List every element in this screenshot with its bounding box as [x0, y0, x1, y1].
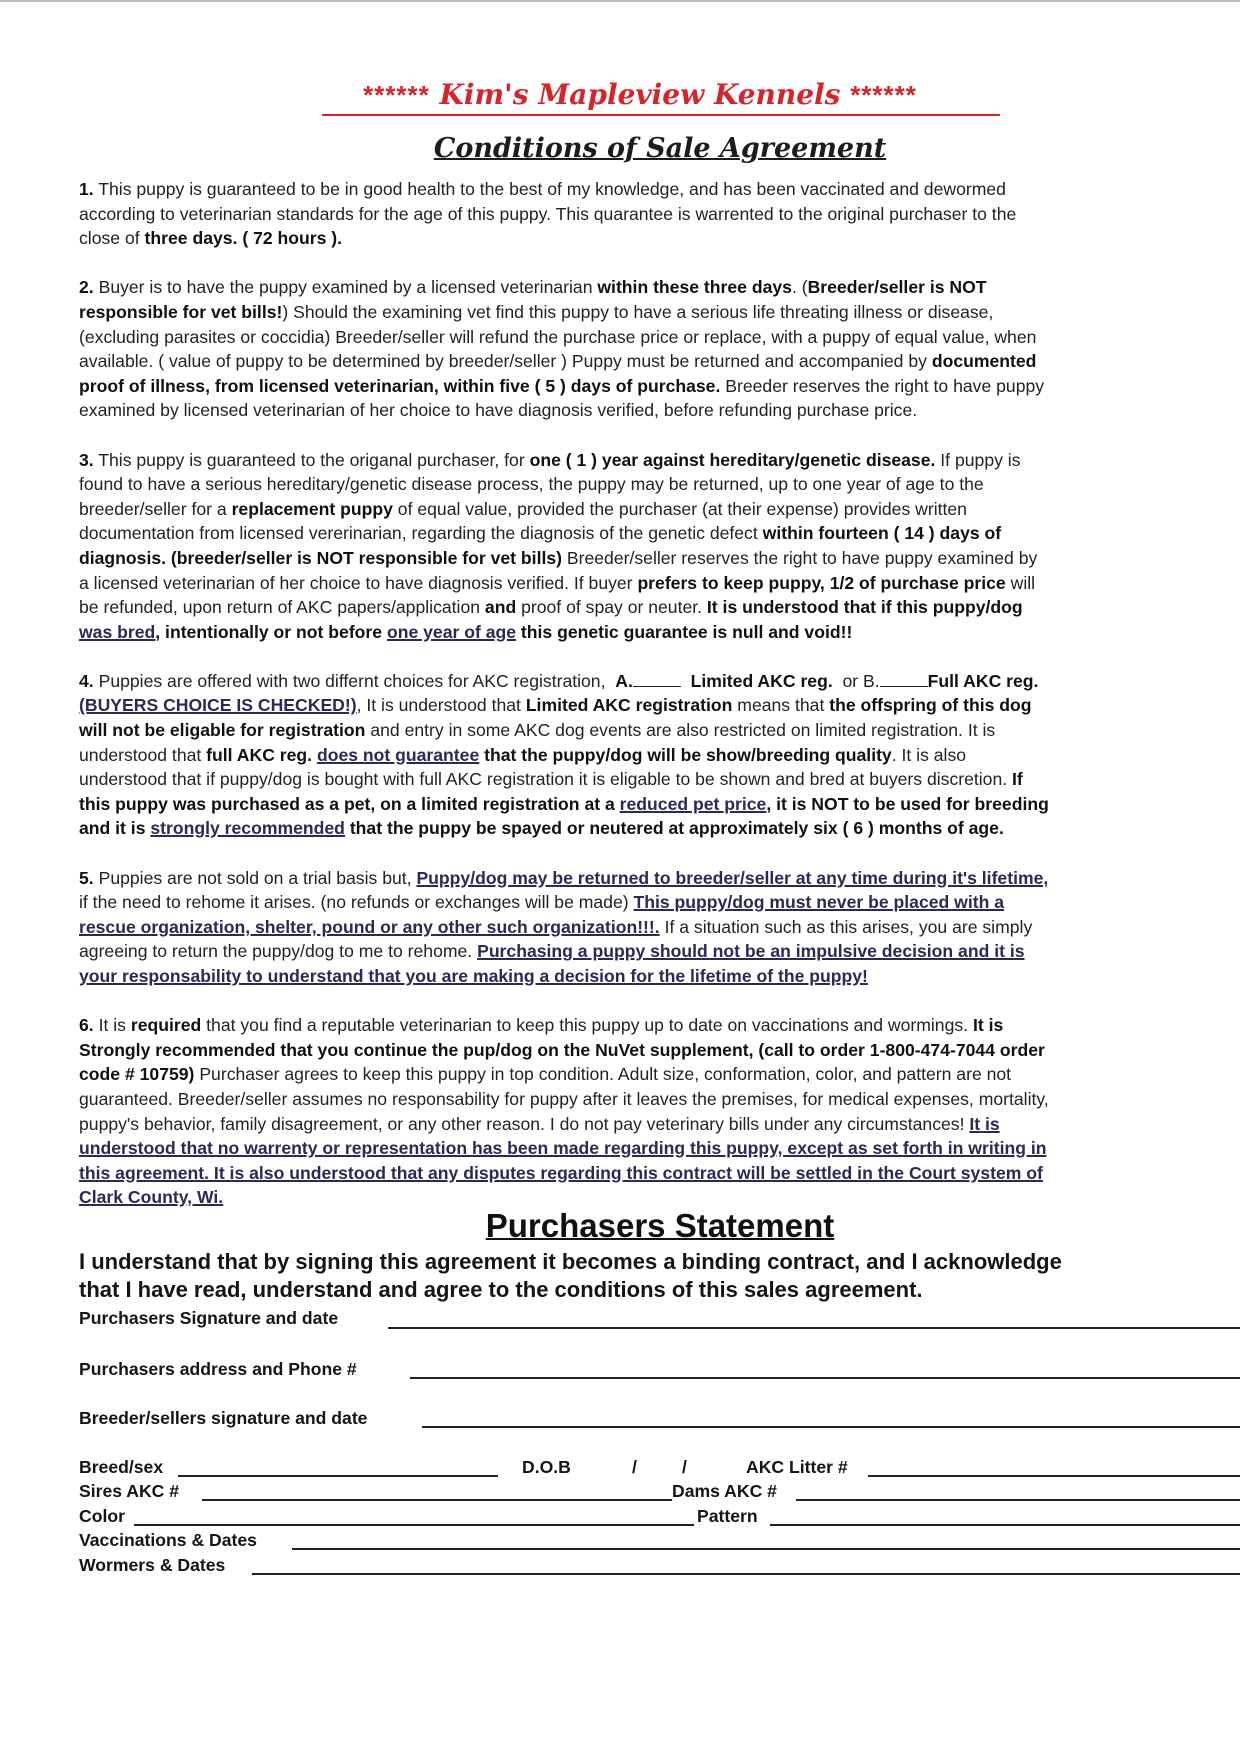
option-a-checkbox[interactable] [633, 672, 681, 687]
color-label: Color [79, 1506, 125, 1526]
agreement-body [79, 177, 1240, 1210]
bold-text: three days. ( 72 hours ). [144, 228, 343, 249]
paragraph-text: understood that [79, 744, 202, 765]
bold-text: , intentionally or not before [155, 621, 383, 642]
bold-text: one ( 1 ) year against hereditary/genetic disease. [529, 449, 936, 470]
section-5 [79, 866, 1240, 989]
dob-separator: / [682, 1457, 687, 1477]
bold-text: full AKC reg. [206, 744, 313, 765]
bold-text: that the puppy be spayed or neutered at approximately six ( 6 ) months of age. [349, 818, 1004, 839]
paragraph-text: breeder/seller for a [79, 498, 227, 519]
bold-text: within these three days [597, 277, 792, 298]
statement-line-1: I understand that by signing this agreement it becomes a binding contract, and I acknowledge [79, 1249, 1062, 1274]
sires-akc-line[interactable] [202, 1499, 672, 1501]
section-number: 1. [79, 179, 94, 199]
underlined-text: was bred [79, 621, 156, 642]
color-line[interactable] [134, 1524, 694, 1526]
underlined-text: Puppy/dog may be returned to breeder/seller at any time during it's lifetime, [416, 867, 1049, 888]
vaccinations-line[interactable] [292, 1548, 1240, 1550]
bold-text: and it is [79, 818, 146, 839]
underlined-text: reduced pet price [619, 793, 767, 814]
paragraph-text: examined by licensed veterinarian of her choice to have diagnosis verified, before refunding purchase price. [79, 400, 918, 421]
section-1 [79, 177, 1240, 251]
bold-text: It is [972, 1015, 1004, 1036]
akc-litter-label: AKC Litter # [746, 1457, 848, 1477]
section-6 [79, 1013, 1240, 1210]
dams-akc-label: Dams AKC # [672, 1481, 777, 1501]
paragraph-text: found to have a serious hereditary/genetic disease process, the puppy may be returned, up to one year of age to the [79, 474, 984, 495]
breeder-signature-label: Breeder/sellers signature and date [79, 1408, 368, 1428]
paragraph-text: and entry in some AKC dog events are also restricted on limited registration. It is [370, 720, 996, 741]
bold-text: Limited AKC reg. [690, 670, 833, 691]
paragraph-text: puppy's behavior, family disagreement, or any other reason. I do not pay veterinary bills under any circumstances! [79, 1113, 965, 1134]
underlined-text: This puppy/dog must never be placed with a [633, 892, 1004, 913]
paragraph-text: It is [98, 1015, 126, 1036]
bold-text: , it is NOT to be used for breeding [766, 793, 1049, 814]
paragraph-text: guaranteed. Breeder/seller assumes no responsability for puppy after it leaves the premises, for medical expenses, mortality, [79, 1088, 1049, 1109]
breed-sex-label: Breed/sex [79, 1457, 164, 1477]
section-3 [79, 448, 1240, 645]
paragraph-text: agreeing to return the puppy/dog to me to rehome. [79, 941, 473, 962]
underlined-text: rescue organization, shelter, pound or any other such organization!!!. [79, 916, 660, 937]
bold-text: Limited AKC registration [525, 695, 733, 716]
akc-litter-line[interactable] [868, 1475, 1240, 1477]
paragraph-text: proof of spay or neuter. [521, 597, 703, 618]
paragraph-text: (excluding parasites or coccidia) Breeder/seller will refund the purchase price or replace, with a puppy of equal value, when [79, 326, 1037, 347]
paragraph-text: if the need to rehome it arises. (no refunds or exchanges will be made) [79, 892, 629, 913]
purchaser-address-line[interactable] [410, 1377, 1240, 1379]
section-number: 6. [79, 1015, 94, 1036]
paragraph-text: understood that if puppy/dog is bought with full AKC registration it is eligable to be shown and bred at buyers discretion. [79, 769, 1008, 790]
paragraph-text: will [1010, 572, 1036, 593]
dams-akc-line[interactable] [796, 1499, 1240, 1501]
option-b-label: or B. [842, 670, 880, 691]
wormers-line[interactable] [252, 1573, 1240, 1575]
section-2 [79, 275, 1240, 423]
paragraph-text: , It is understood that [356, 695, 521, 716]
bold-text: proof of illness, from licensed veterinarian, within five ( 5 ) days of purchase. [79, 375, 721, 396]
dob-separator: / [632, 1457, 637, 1477]
kennel-underline [322, 114, 1000, 116]
stars-left: ****** [363, 80, 430, 110]
purchaser-address-label: Purchasers address and Phone # [79, 1359, 357, 1379]
bold-text: prefers to keep puppy, 1/2 of purchase price [637, 572, 1006, 593]
bold-text: code # 10759) [79, 1064, 195, 1085]
option-a-label: A. [615, 670, 633, 691]
paragraph-text: a licensed veterinarian of her choice to have diagnosis verified. If buyer [79, 572, 633, 593]
kennel-header [260, 78, 1020, 112]
underlined-text: Clark County, Wi. [79, 1187, 224, 1208]
bold-text: Breeder/seller is NOT [807, 277, 987, 298]
paragraph-text: . ( [791, 277, 808, 298]
bold-text: and [484, 597, 517, 618]
paragraph-text: This puppy is guaranteed to be in good health to the best of my knowledge, and has been vaccinated and dewormed [98, 179, 1006, 199]
underlined-text: does not guarantee [316, 744, 480, 765]
section-number: 5. [79, 867, 94, 888]
dob-label: D.O.B [522, 1457, 571, 1477]
paragraph-text: ) Should the examining vet find this puppy to have a serious life threating illness or disease, [282, 301, 994, 322]
option-b-checkbox[interactable] [880, 672, 928, 687]
pattern-line[interactable] [770, 1524, 1240, 1526]
bold-text: It is understood that if this puppy/dog [706, 597, 1023, 618]
section-number: 3. [79, 449, 94, 470]
underlined-text: (BUYERS CHOICE IS CHECKED!) [79, 695, 357, 716]
bold-text: responsible for vet bills! [79, 301, 283, 322]
paragraph-text: that you find a reputable veterinarian to keep this puppy up to date on vaccinations and wormings. [206, 1015, 969, 1036]
paragraph-text: means that [737, 695, 825, 716]
pattern-label: Pattern [697, 1506, 758, 1526]
paragraph-text: Breeder/seller reserves the right to have puppy examined by [566, 547, 1038, 568]
bold-text: replacement puppy [231, 498, 393, 519]
breeder-signature-line[interactable] [422, 1426, 1240, 1428]
paragraph-text: This puppy is guaranteed to the origanal purchaser, for [98, 449, 525, 470]
statement-line-2: that I have read, understand and agree to the conditions of this sales agreement. [79, 1277, 923, 1302]
paragraph-text: according to veterinarian standards for the age of this puppy. This quarantee is warrented to the original purchaser to the [79, 203, 1017, 224]
vaccinations-label: Vaccinations & Dates [79, 1530, 257, 1550]
underlined-text: Purchasing a puppy should not be an impulsive decision and it is [477, 941, 1025, 962]
paragraph-text: Puppies are offered with two differnt choices for AKC registration, [98, 670, 606, 691]
breed-sex-line[interactable] [178, 1475, 498, 1477]
paragraph-text: Puppies are not sold on a trial basis but, [98, 867, 412, 888]
purchasers-statement-text [79, 1248, 1239, 1304]
paragraph-text: . It is also [891, 744, 967, 765]
underlined-text: this agreement. It is also understood that any disputes regarding this contract will be settled in the Court system of [79, 1162, 1043, 1183]
bold-text: Full AKC reg. [927, 670, 1039, 691]
underlined-text: one year of age [386, 621, 517, 642]
section-4 [79, 669, 1240, 841]
bold-text: the offspring of this dog [829, 695, 1032, 716]
bold-text: If [1012, 769, 1023, 790]
paragraph-text: Purchaser agrees to keep this puppy in top condition. Adult size, conformation, color, and pattern are not [199, 1064, 1012, 1085]
bold-text: documented [931, 351, 1037, 372]
paragraph-text: of equal value, provided the purchaser (at their expense) provides written [397, 498, 967, 519]
paragraph-text: If puppy is [940, 449, 1021, 470]
stars-right: ****** [850, 80, 917, 110]
kennel-name: Kim's Mapleview Kennels [439, 78, 841, 111]
wormers-label: Wormers & Dates [79, 1555, 226, 1575]
paragraph-text: available. ( value of puppy to be determined by breeder/seller ) Puppy must be returned and accompanied by [79, 351, 927, 372]
scan-edge [0, 0, 1240, 2]
sires-akc-label: Sires AKC # [79, 1481, 180, 1501]
underlined-text: understood that no warrenty or representation has been made regarding this puppy, except as set forth in writing in [79, 1138, 1047, 1159]
paragraph-text: close of [79, 228, 140, 249]
paragraph-text: Buyer is to have the puppy examined by a licensed veterinarian [98, 277, 593, 298]
bold-text: Strongly recommended that you continue the pup/dog on the NuVet supplement, (call to order 1-800-474-7044 order [79, 1039, 1045, 1060]
section-number: 4. [79, 670, 94, 691]
bold-text: within fourteen ( 14 ) days of [762, 523, 1002, 544]
purchaser-signature-label: Purchasers Signature and date [79, 1308, 339, 1328]
bold-text: this genetic guarantee is null and void!! [520, 621, 853, 642]
bold-text: required [130, 1015, 202, 1036]
bold-text: diagnosis. (breeder/seller is NOT responsible for vet bills) [79, 547, 562, 568]
paragraph-text: be refunded, upon return of AKC papers/application [79, 597, 481, 618]
underlined-text: It is [969, 1113, 1000, 1134]
purchaser-signature-line[interactable] [388, 1327, 1240, 1329]
purchasers-statement-title: Purchasers Statement [485, 1207, 835, 1244]
paragraph-text: If a situation such as this arises, you are simply [664, 916, 1033, 937]
paragraph-text: Breeder reserves the right to have puppy [725, 375, 1045, 396]
paragraph-text: documentation from licensed vererinarian, regarding the diagnosis of the genetic defect [79, 523, 758, 544]
underlined-text: your responsability to understand that you are making a decision for the lifetime of the puppy! [79, 966, 868, 986]
underlined-text: strongly recommended [150, 818, 345, 839]
bold-text: this puppy was purchased as a pet, on a limited registration at a [79, 793, 615, 814]
bold-text: will not be eligable for registration [79, 720, 366, 741]
section-number: 2. [79, 277, 94, 298]
bold-text: that the puppy/dog will be show/breeding quality [484, 744, 892, 765]
document-title: Conditions of Sale Agreement [433, 133, 887, 164]
